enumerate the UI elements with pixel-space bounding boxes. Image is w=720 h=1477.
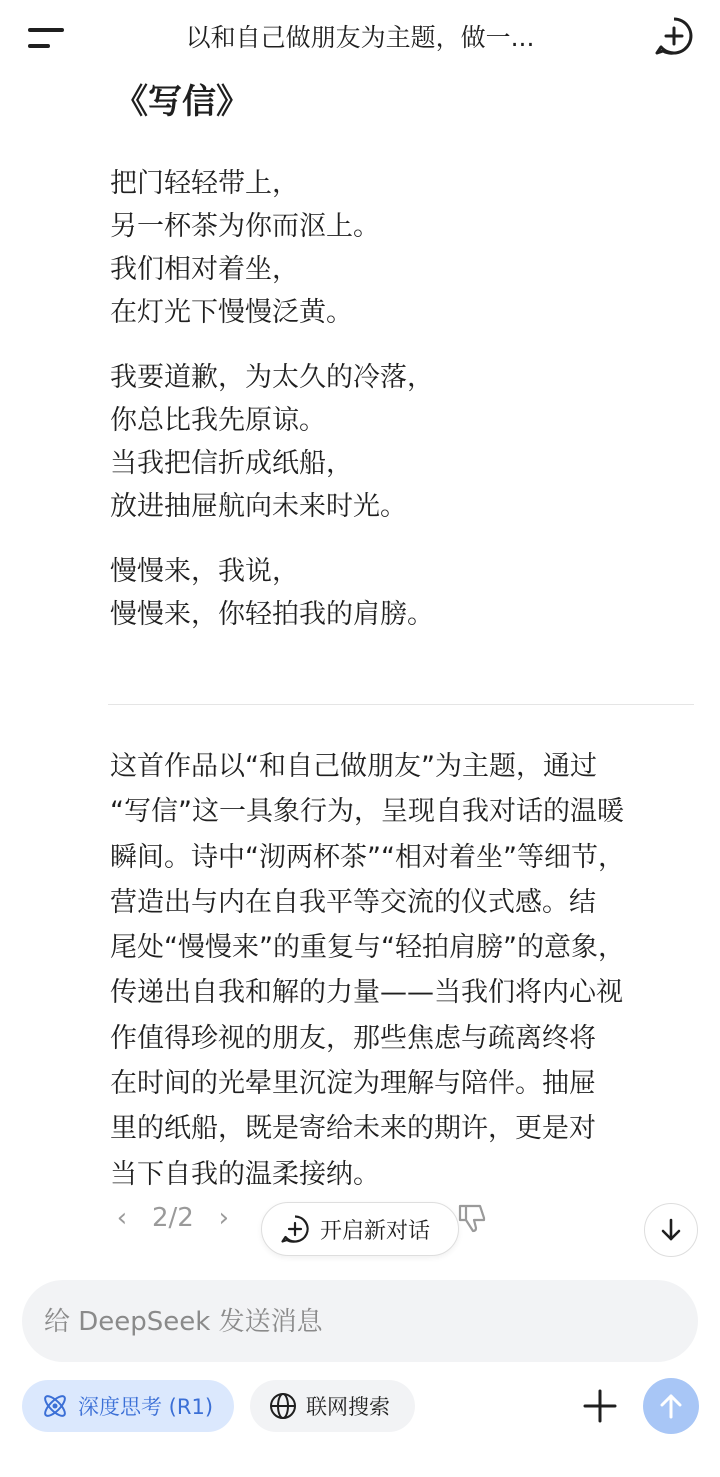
commentary-line: 传递出自我和解的力量——当我们将内心视 xyxy=(110,977,623,1009)
poem-line: 另一杯茶为你而沤上。 xyxy=(110,211,380,242)
next-response-button[interactable]: › xyxy=(218,1203,230,1233)
atom-icon xyxy=(40,1391,70,1421)
deep-think-toggle[interactable] xyxy=(22,1380,234,1432)
message-input-container xyxy=(22,1280,698,1362)
attach-plus-icon[interactable] xyxy=(580,1386,620,1426)
poem-line: 把门轻轻带上， xyxy=(110,168,299,199)
thumbs-down-icon[interactable] xyxy=(454,1200,490,1236)
poem-line: 你总比我先原谅。 xyxy=(110,405,326,436)
poem-line: 我要道歉，为太久的冷落， xyxy=(110,362,434,393)
poem-line: 当我把信折成纸船， xyxy=(110,448,353,479)
poem-body xyxy=(110,162,700,658)
response-pager xyxy=(108,1198,238,1238)
commentary-text xyxy=(110,744,700,1197)
menu-icon[interactable] xyxy=(24,20,68,56)
new-chat-icon xyxy=(280,1214,310,1244)
prev-response-button[interactable]: ‹ xyxy=(116,1203,128,1233)
scroll-to-bottom-button[interactable] xyxy=(644,1203,698,1257)
commentary-line: “写信”这一具象行为，呈现自我对话的温暖 xyxy=(110,796,624,828)
commentary-line: 这首作品以“和自己做朋友”为主题，通过 xyxy=(110,751,597,782)
message-input[interactable] xyxy=(42,1280,676,1364)
arrow-up-icon xyxy=(656,1391,686,1421)
new-chat-button[interactable] xyxy=(261,1202,459,1256)
commentary-line: 瞬间。诗中“沏两杯茶”“相对着坐”等细节， xyxy=(110,841,625,873)
commentary-line: 营造出与内在自我平等交流的仪式感。结 xyxy=(110,886,596,918)
poem-line: 我们相对着坐， xyxy=(110,254,299,285)
poem-line: 在灯光下慢慢泛黄。 xyxy=(110,297,353,328)
poem-stanza xyxy=(110,162,700,334)
divider xyxy=(108,704,694,705)
commentary-line: 在时间的光晕里沉淀为理解与陪伴。抽屉 xyxy=(110,1068,596,1100)
commentary-line: 作值得珍视的朋友，那些焦虑与疏离终将 xyxy=(110,1022,596,1054)
commentary-line: 尾处“慢慢来”的重复与“轻拍肩膀”的意象， xyxy=(110,932,625,964)
commentary-line: 当下自我的温柔接纳。 xyxy=(110,1158,380,1190)
new-chat-label: 开启新对话 xyxy=(320,1218,431,1244)
response-count: 2/2 xyxy=(152,1203,194,1233)
chat-title: 以和自己做朋友为主题，做一... xyxy=(185,23,535,52)
poem-stanza xyxy=(110,356,700,528)
deep-think-label: 深度思考 (R1) xyxy=(78,1395,214,1419)
send-button[interactable] xyxy=(643,1378,699,1434)
poem-line: 放进抽屉航向未来时光。 xyxy=(110,491,407,522)
commentary-line: 里的纸船，既是寄给未来的期许，更是对 xyxy=(110,1113,596,1145)
poem-title: 《写信》 xyxy=(114,82,250,122)
poem-stanza xyxy=(110,550,700,636)
globe-icon xyxy=(268,1391,298,1421)
web-search-toggle[interactable] xyxy=(250,1380,415,1432)
poem-line: 慢慢来，你轻拍我的肩膀。 xyxy=(110,599,434,630)
web-search-label: 联网搜索 xyxy=(306,1395,390,1419)
arrow-down-icon xyxy=(657,1216,685,1244)
new-chat-icon[interactable] xyxy=(654,16,694,56)
poem-line: 慢慢来，我说， xyxy=(110,556,299,587)
top-bar xyxy=(0,0,720,78)
